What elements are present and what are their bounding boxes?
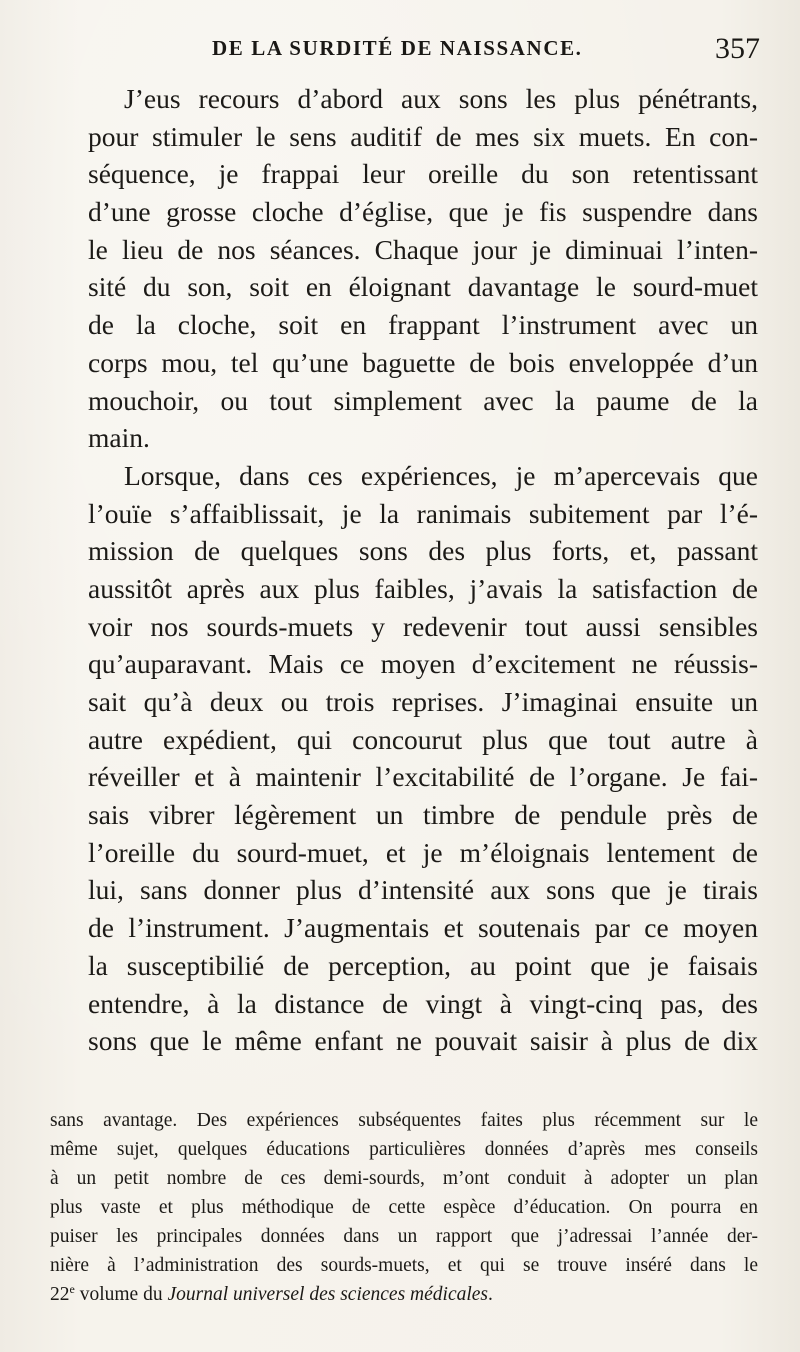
text-line: sait qu’à deux ou trois reprises. J’imaginai ensuite un [88, 686, 758, 717]
text-line: d’une grosse cloche d’église, que je fis suspendre dans [88, 196, 758, 228]
footnote-last-line [50, 1280, 758, 1309]
text-line: sons que le même enfant ne pouvait saisir à plus de dix [88, 1025, 758, 1057]
text-line: autre expédient, qui concourut plus que tout autre à [88, 723, 758, 755]
text-line: pour stimuler le sens auditif de mes six muets. En con- [88, 120, 758, 152]
text-line: main. [88, 422, 150, 454]
text-line: entendre, à la distance de vingt à vingt-cinq pas, des [88, 987, 758, 1019]
text-line: J’eus recours d’abord aux sons les plus pénétrants, [124, 83, 758, 114]
footnote-line: même sujet, quelques éducations particulières données d’après mes conseils [50, 1139, 758, 1160]
ordinal-suffix: e [69, 1282, 75, 1296]
volume-number: 22 [50, 1284, 70, 1305]
running-head: DE LA SURDITÉ DE NAISSANCE. [212, 36, 583, 60]
footnote-line: plus vaste et plus méthodique de cette espèce d’éducation. On pourra en [50, 1197, 758, 1218]
text-line: qu’auparavant. Mais ce moyen d’excitement ne réussis- [88, 648, 758, 680]
main-text [50, 80, 758, 1060]
text-line: l’oreille du sourd-muet, et je m’éloignais lentement de [88, 836, 758, 868]
page-number: 357 [715, 32, 760, 65]
footnote-line: puiser les principales données dans un rapport que j’adressai l’année der- [50, 1226, 758, 1247]
text-line: voir nos sourds-muets y redevenir tout aussi sensibles [88, 610, 758, 642]
text-line: la susceptibilié de perception, au point que je faisais [88, 949, 758, 981]
text-line: l’ouïe s’affaiblissait, je la ranimais subitement par l’é- [88, 497, 758, 529]
footnote-line: nière à l’administration des sourds-muets, et qui se trouve inséré dans le [50, 1255, 758, 1276]
text-line: Lorsque, dans ces expériences, je m’apercevais que [124, 459, 758, 491]
text-line: sais vibrer légèrement un timbre de pendule près de [88, 799, 758, 831]
text-line: mouchoir, ou tout simplement avec la paume de la [88, 384, 758, 416]
text-line: lui, sans donner plus d’intensité aux sons que je tirais [88, 874, 758, 906]
footnote [50, 1106, 758, 1309]
footnote-period: . [488, 1284, 493, 1305]
text-line: sité du son, soit en éloignant davantage le sourd-muet [88, 271, 758, 303]
footnote-line: sans avantage. Des expériences subséquentes faites plus récemment sur le [50, 1110, 758, 1131]
text-line: séquence, je frappai leur oreille du son retentissant [88, 158, 758, 190]
text-line: aussitôt après aux plus faibles, j’avais la satisfaction de [88, 572, 758, 604]
footnote-line: à un petit nombre de ces demi-sourds, m’ont conduit à adopter un plan [50, 1168, 758, 1189]
text-line: de la cloche, soit en frappant l’instrument avec un [88, 309, 758, 341]
text-line: mission de quelques sons des plus forts, et, passant [88, 535, 758, 567]
footnote-text: volume du [74, 1284, 168, 1305]
paragraph-2 [50, 457, 758, 1060]
journal-title: Journal universel des sciences médicales [167, 1284, 489, 1305]
text-line: de l’instrument. J’augmentais et soutenais par ce moyen [88, 912, 758, 944]
text-line: corps mou, tel qu’une baguette de bois enveloppée d’un [88, 346, 758, 378]
page-header [0, 32, 800, 72]
text-line: réveiller et à maintenir l’excitabilité de l’organe. Je fai- [88, 761, 758, 793]
text-line: le lieu de nos séances. Chaque jour je diminuai l’inten- [88, 233, 758, 265]
paragraph-1 [50, 80, 758, 457]
